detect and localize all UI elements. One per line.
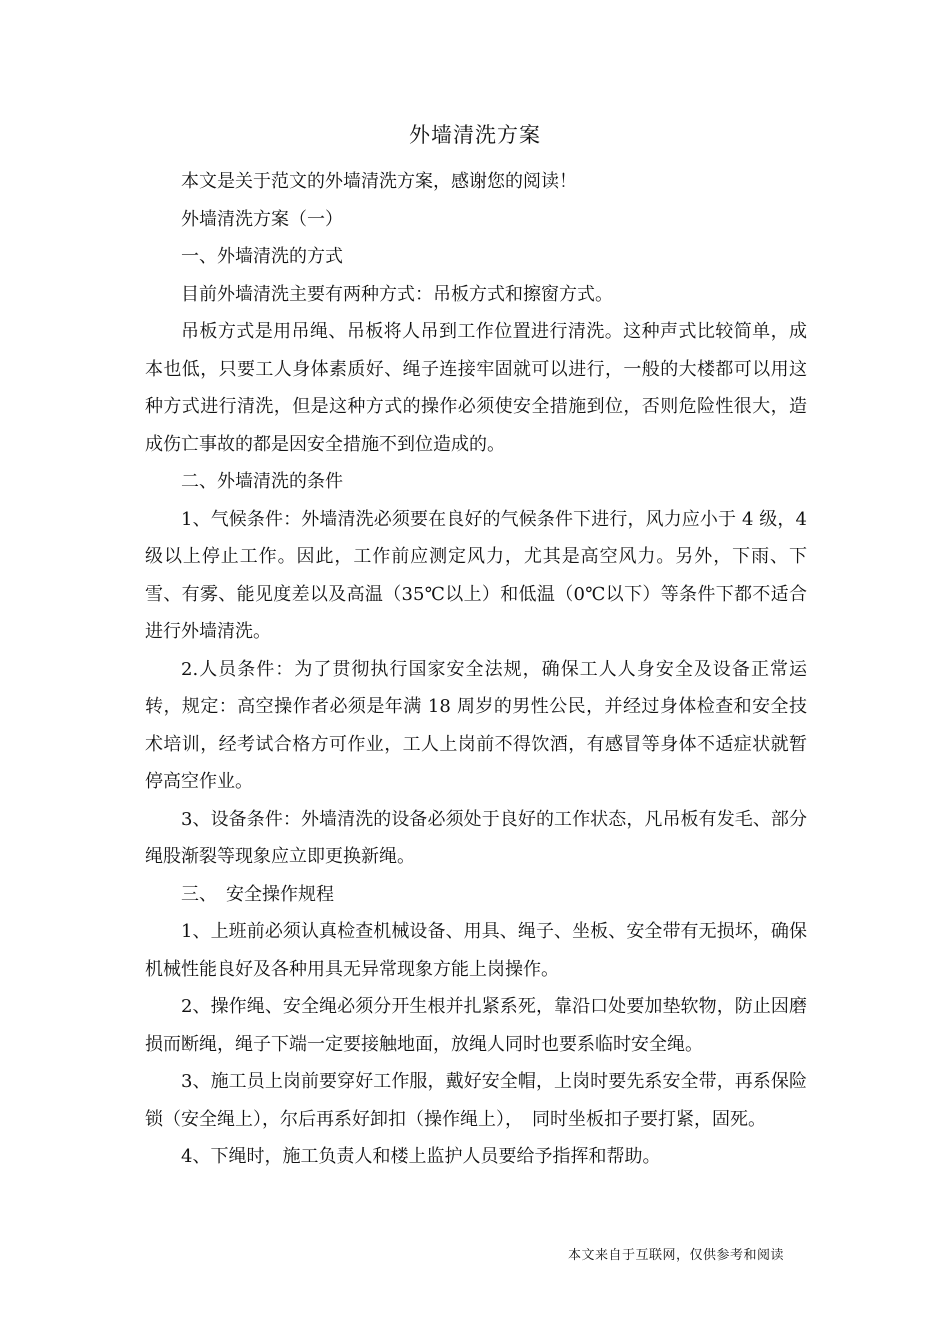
paragraph-weather-conditions: 1、气候条件：外墙清洗必须要在良好的气候条件下进行，风力应小于 4 级，4 级以上停止工作。因此，工作前应测定风力，尤其是高空风力。另外，下雨、下雪、有雾、能见度差以及高温（35℃以上）和低温（0℃以下）等条件下都不适合进行外墙清洗。 (145, 508, 807, 642)
section-heading-safety-rules: 三、 安全操作规程 (181, 883, 334, 905)
document-title: 外墙清洗方案 (409, 123, 541, 147)
paragraph-equipment-conditions: 3、设备条件：外墙清洗的设备必须处于良好的工作状态，凡吊板有发毛、部分绳股渐裂等现象应立即更换新绳。 (145, 808, 807, 867)
paragraph-hanging-board: 吊板方式是用吊绳、吊板将人吊到工作位置进行清洗。这种声式比较简单，成本也低，只要工人身体素质好、绳子连接牢固就可以进行，一般的大楼都可以用这种方式进行清洗，但是这种方式的操作必须使安全措施到位，否则危险性很大，造成伤亡事故的都是因安全措施不到位造成的。 (145, 321, 807, 455)
page-footer: 本文来自于互联网，仅供参考和阅读 (568, 1248, 785, 1263)
paragraph-personnel-conditions: 2.人员条件：为了贯彻执行国家安全法规，确保工人人身安全及设备正常运转，规定：高空操作者必须是年满 18 周岁的男性公民，并经过身体检查和安全技术培训，经考试合格方可作业，工人上岗前不得饮酒，有感冒等身体不适症状就暂停高空作业。 (145, 658, 807, 792)
paragraph-intro: 本文是关于范文的外墙清洗方案，感谢您的阅读！ (181, 171, 577, 192)
section-heading-conditions: 二、外墙清洗的条件 (181, 471, 343, 492)
paragraph-rule-1: 1、上班前必须认真检查机械设备、用具、绳子、坐板、安全带有无损坏，确保机械性能良好及各种用具无异常现象方能上岗操作。 (145, 921, 807, 980)
paragraph-methods-summary: 目前外墙清洗主要有两种方式：吊板方式和擦窗方式。 (181, 283, 613, 305)
paragraph-rule-2: 2、操作绳、安全绳必须分开生根并扎紧系死，靠沿口处要加垫软物，防止因磨损而断绳，绳子下端一定要接触地面，放绳人同时也要系临时安全绳。 (145, 996, 807, 1055)
document-body (145, 163, 807, 1176)
paragraph-rule-3: 3、施工员上岗前要穿好工作服，戴好安全帽，上岗时要先系安全带，再系保险锁（安全绳上），尔后再系好卸扣（操作绳上）， 同时坐板扣子要打紧，固死。 (145, 1071, 807, 1130)
paragraph-rule-4: 4、下绳时，施工负责人和楼上监护人员要给予指挥和帮助。 (181, 1146, 661, 1167)
section-heading-part-one: 外墙清洗方案（一） (181, 208, 343, 230)
section-heading-methods: 一、外墙清洗的方式 (181, 246, 343, 267)
